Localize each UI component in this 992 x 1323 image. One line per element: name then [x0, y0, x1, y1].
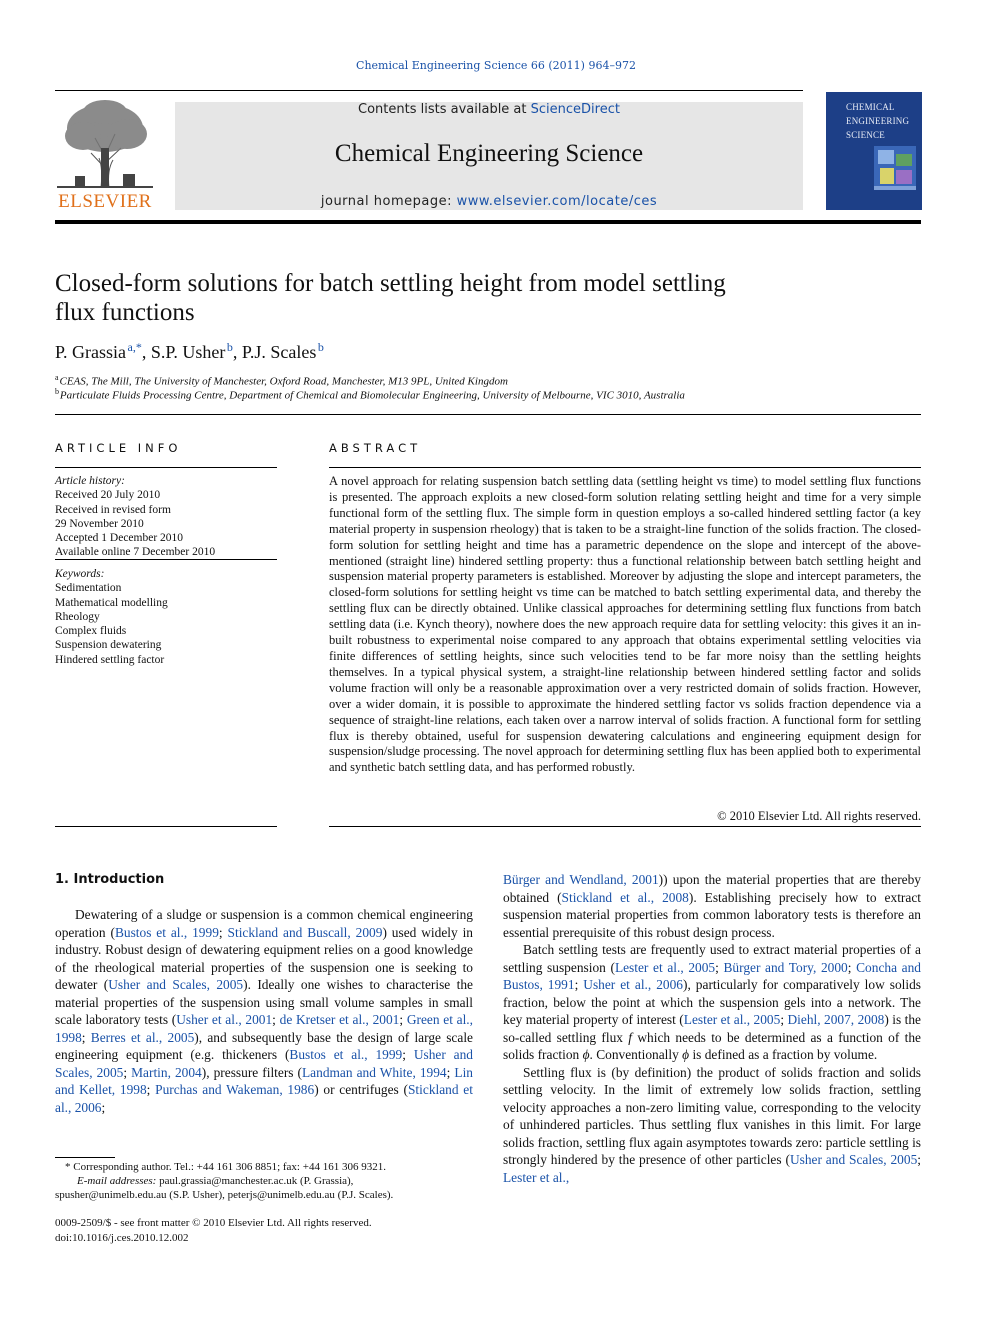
- citation-link[interactable]: Usher and Scales, 2005: [55, 1047, 473, 1080]
- affiliation-b: [55, 387, 685, 402]
- footnote-contact: * Corresponding author. Tel.: +44 161 306 8851; fax: +44 161 306 9321.: [65, 1161, 386, 1173]
- front-matter: [55, 1216, 475, 1245]
- citation-link[interactable]: de Kretser et al., 2001: [279, 1012, 400, 1027]
- elsevier-wordmark: ELSEVIER: [58, 191, 152, 212]
- math-symbol: ϕ: [582, 1047, 590, 1062]
- author-separator: ,: [232, 342, 242, 362]
- intro-left-column: [55, 906, 473, 1116]
- divider-info-mid: [55, 559, 277, 560]
- email-label: E-mail addresses:: [77, 1175, 157, 1188]
- header-rule-top: [55, 90, 803, 91]
- divider-abstract-bottom: [329, 826, 921, 827]
- doi-line[interactable]: doi:10.1016/j.ces.2010.12.002: [55, 1231, 189, 1244]
- author-affiliation-marker[interactable]: b: [317, 340, 324, 354]
- article-title-line1: Closed-form solutions for batch settling height from model settling: [55, 270, 726, 297]
- citation-link[interactable]: Concha and Bustos, 1991: [503, 959, 921, 992]
- intro-right-column: [503, 871, 921, 1186]
- affiliation-marker: b: [55, 387, 59, 396]
- citation-link[interactable]: Usher et al., 2001: [176, 1012, 273, 1027]
- citation-link[interactable]: Bustos et al., 1999: [114, 924, 219, 940]
- citation-link[interactable]: Stickland et al., 2008: [561, 889, 689, 905]
- intro-paragraph: Batch settling tests are frequently used to extract material properties of a settling suspension (Lester et al., 2005; Bürger and Tory, 2000; Concha and Bustos, 1991; Usher et al., 2006), particularly for comparatively low solids fraction, below the point at which the suspension gels into a network. The key material property of interest (Lester et al., 2005; Diehl, 2007, 2008) is the so-called settling flux f which needs to be determined as a function of the solids fraction ϕ. Conventionally ϕ is defined as a fraction by volume.: [503, 942, 921, 1062]
- corresponding-author-footnote: [55, 1160, 475, 1203]
- history-entry: 29 November 2010: [55, 517, 144, 530]
- abstract-copyright: © 2010 Elsevier Ltd. All rights reserved.: [717, 809, 921, 823]
- abstract-heading: ABSTRACT: [329, 441, 422, 455]
- math-symbol: ϕ: [682, 1047, 690, 1062]
- affiliation-a: [55, 373, 508, 388]
- sciencedirect-link[interactable]: ScienceDirect: [530, 102, 620, 117]
- cover-title-line1: CHEMICAL: [846, 102, 895, 112]
- keywords: [55, 567, 277, 667]
- divider-front: [55, 414, 921, 415]
- journal-cover[interactable]: [826, 92, 922, 210]
- email-grassia[interactable]: paul.grassia@manchester.ac.uk (P. Grassia),: [156, 1175, 354, 1188]
- citation-link[interactable]: Bürger and Tory, 2000: [723, 959, 848, 975]
- footnote-rule: [55, 1157, 115, 1158]
- journal-banner: [175, 102, 803, 210]
- citation-link[interactable]: Usher and Scales, 2005: [789, 1152, 918, 1167]
- author-affiliation-marker[interactable]: a,*: [127, 340, 142, 354]
- citation-link[interactable]: Lester et al., 2005: [683, 1012, 781, 1027]
- homepage-link[interactable]: www.elsevier.com/locate/ces: [456, 194, 658, 209]
- citation-link[interactable]: Usher et al., 2006: [583, 977, 684, 992]
- citation-link[interactable]: Green et al., 1998: [55, 1012, 473, 1045]
- contents-availability: [175, 102, 803, 117]
- section-heading-introduction: 1. Introduction: [55, 872, 165, 887]
- cover-title: [846, 100, 909, 142]
- keyword-item: Mathematical modelling: [55, 596, 168, 609]
- keyword-item: Sedimentation: [55, 582, 122, 595]
- article-history: [55, 474, 277, 560]
- intro-paragraph: Bürger and Wendland, 2001)) upon the material properties that are thereby obtained (Stickland et al., 2008). Establishing precisely how to extract suspension material properties from common laboratory tests is therefore an essential prerequisite of this robust design process.: [503, 872, 921, 940]
- keyword-item: Hindered settling factor: [55, 653, 165, 666]
- elsevier-logo[interactable]: [55, 98, 155, 210]
- citation-link[interactable]: Lester et al.,: [503, 1169, 570, 1185]
- citation-link[interactable]: Usher and Scales, 2005: [108, 977, 244, 992]
- math-symbol: f: [628, 1029, 633, 1045]
- keyword-item: Rheology: [55, 610, 100, 623]
- divider-abstract-top: [329, 467, 921, 468]
- author-name[interactable]: P. Grassia: [55, 342, 126, 362]
- journal-citation[interactable]: Chemical Engineering Science 66 (2011) 964–972: [356, 59, 636, 72]
- author-affiliation-marker[interactable]: b: [226, 340, 233, 354]
- citation-link[interactable]: Purchas and Wakeman, 1986: [155, 1082, 315, 1097]
- issn-line: 0009-2509/$ - see front matter © 2010 Elsevier Ltd. All rights reserved.: [55, 1217, 372, 1229]
- intro-paragraph: Dewatering of a sludge or suspension is a common chemical engineering operation (Bustos et al., 1999; Stickland and Buscall, 2009) used widely in industry. Robust design of dewatering equipment relies on a good knowledge of the rheological material properties of the suspension one is seeking to dewater (Usher and Scales, 2005). Ideally one wishes to characterise the material properties of the suspension using small volume samples in small scale laboratory tests (Usher et al., 2001; de Kretser et al., 2001; Green et al., 1998; Berres et al., 2005), and subsequently base the design of large scale engineering equipment (e.g. thickeners (Bustos et al., 1999; Usher and Scales, 2005; Martin, 2004), pressure filters (Landman and White, 1994; Lin and Kellet, 1998; Purchas and Wakeman, 1986) or centrifuges (Stickland et al., 2006;: [55, 907, 473, 1115]
- article-title-line2: flux functions: [55, 299, 195, 326]
- elsevier-tree-icon: [55, 98, 155, 190]
- cover-title-line3: SCIENCE: [846, 130, 885, 140]
- divider-info-bottom: [55, 826, 277, 827]
- footnote-email-continued[interactable]: spusher@unimelb.edu.au (S.P. Usher), peterjs@unimelb.edu.au (P.J. Scales).: [55, 1189, 394, 1202]
- author-separator: ,: [141, 342, 151, 362]
- keywords-label: Keywords:: [55, 568, 105, 580]
- intro-paragraph: Settling flux is (by definition) the product of solids fraction and solids settling velocity. In the limit of extremely low solids fraction, settling velocity approaches a non-zero limiting value, corresponding to the velocity of unhindered particles. Thus settling flux vanishes in this limit. For large solids fraction, settling flux again asymptotes towards zero: particle settling is strongly hindered by the presence of other particles (Usher and Scales, 2005; Lester et al.,: [503, 1064, 921, 1185]
- history-entry: Received 20 July 2010: [55, 489, 161, 502]
- divider-info-top: [55, 467, 277, 468]
- history-label: Article history:: [55, 475, 125, 487]
- article-title: [55, 269, 835, 327]
- footnote-email: [55, 1174, 475, 1188]
- citation-link[interactable]: Bustos et al., 1999: [289, 1047, 403, 1062]
- history-entry: Available online 7 December 2010: [55, 546, 216, 559]
- journal-homepage: [175, 194, 803, 209]
- article-info-heading: ARTICLE INFO: [55, 441, 182, 455]
- cover-image-icon: [874, 146, 916, 190]
- citation-link[interactable]: Stickland and Buscall, 2009: [227, 924, 383, 940]
- keyword-item: Complex fluids: [55, 625, 127, 638]
- contents-prefix: Contents lists available at: [358, 102, 531, 117]
- citation-link[interactable]: Landman and White, 1994: [302, 1064, 447, 1080]
- journal-name: Chemical Engineering Science: [334, 140, 644, 167]
- citation-link[interactable]: Martin, 2004: [131, 1064, 202, 1080]
- header-rule-bottom: [55, 220, 921, 224]
- abstract-text: A novel approach for relating suspension batch settling data (settling height vs time) to model settling flux functions is presented. The approach exploits a new closed-form solution relating settling height and time for a very simple functional form of the settling flux. The simple form in question employs a so-called hindered settling factor (a key material property in suspension rheology) that is taken to be a straight-line function of the solids fraction. The closed-form solution for settling height and time has a parametric dependence on the slope and intercept of the above-mentioned (straight line) hindered settling property: thus a functional relationship between batch settling height and suspension material property parameters is established. Moreover by adjusting the slope and intercept parameters, the closed-form solutions for settling height vs time can be matched to batch settling experimental data, and thereby the settling flux can be directly obtained. Unlike classical approaches for determining settling flux functions from batch settling data (i.e. Kynch theory), nowhere does the new approach require data for settling velocity: this gives it an in-built robustness to experimental noise compared to any approach that obtains experimental settling velocities via finite differences of settling heights, since such velocities tend to be far more noisy than the settling heights themselves. In a typical physical system, a straight-line relationship between hindered settling factor and solids volume fraction will only be a reasonable approximation over a very restricted domain of solids fraction. However, over a wider domain, it is possible to approximate the hindered settling factor vs solids fraction dependence via a sequence of straight-line relations, each taken over a narrow interval of solids fraction. A functional form for settling flux is thereby obtained, useful for suspension dewatering calculations and engineering equipment design for suspension/sludge processing. The novel approach for determining settling flux has been applied both to experimental and synthetic batch settling data, and has performed robustly.: [329, 474, 921, 775]
- citation-link[interactable]: Lester et al., 2005: [614, 959, 716, 975]
- citation-link[interactable]: Berres et al., 2005: [90, 1029, 195, 1045]
- affiliation-text: CEAS, The Mill, The University of Manchester, Oxford Road, Manchester, M13 9PL, United Kingdom: [59, 375, 508, 388]
- author-list: [55, 340, 324, 363]
- keyword-item: Suspension dewatering: [55, 639, 162, 652]
- citation-link[interactable]: Stickland et al., 2006: [55, 1082, 473, 1115]
- author-name[interactable]: P.J. Scales: [241, 342, 317, 362]
- citation-link[interactable]: Diehl, 2007, 2008: [787, 1012, 885, 1027]
- citation-link[interactable]: Lin and Kellet, 1998: [55, 1064, 473, 1097]
- cover-title-line2: ENGINEERING: [846, 116, 910, 126]
- affiliation-marker: a: [55, 373, 59, 382]
- author-name[interactable]: S.P. Usher: [150, 342, 226, 362]
- history-entry: Received in revised form: [55, 503, 171, 516]
- citation-link[interactable]: Bürger and Wendland, 2001: [503, 872, 659, 887]
- affiliation-text: Particulate Fluids Processing Centre, Department of Chemical and Biomolecular Engineering, University of Melbourne, VIC 3010, Australia: [59, 389, 685, 402]
- history-entry: Accepted 1 December 2010: [55, 532, 184, 545]
- homepage-prefix: journal homepage:: [320, 194, 457, 209]
